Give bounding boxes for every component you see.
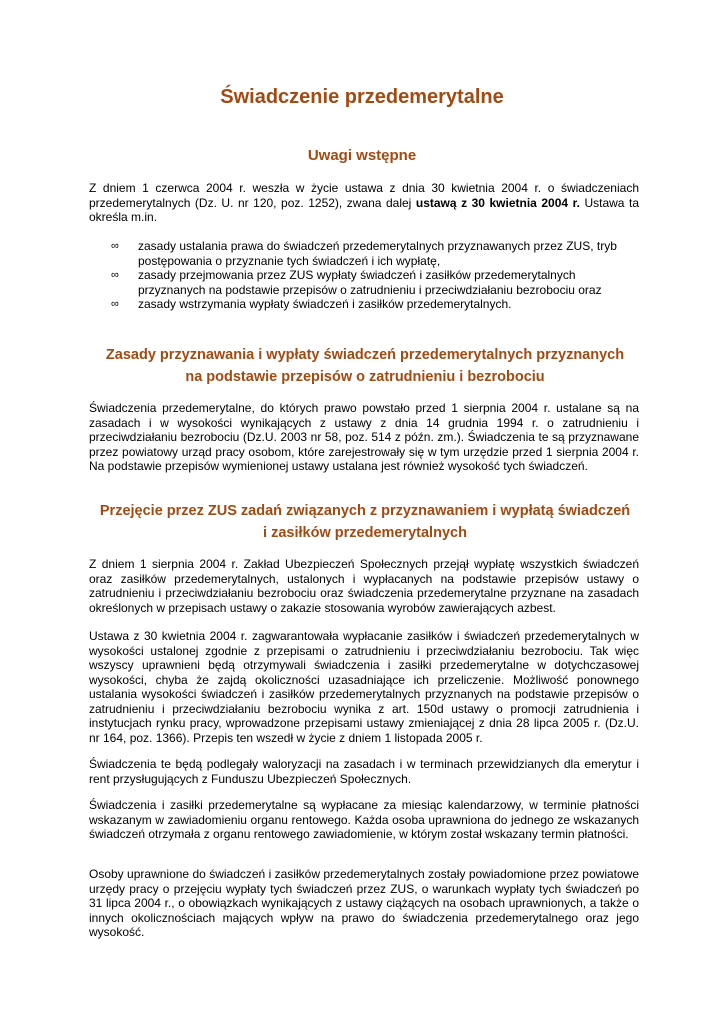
- list-item: [89, 268, 639, 297]
- heading-line: Przejęcie przez ZUS zadań związanych z przyznawaniem i wypłatą świadczeń: [99, 503, 631, 519]
- section2-paragraph: Ustawa z 30 kwietnia 2004 r. zagwarantowała wypłacanie zasiłków i świadczeń przedemerytalnych w wysokości ustalonej zgodnie z przepisami o zatrudnieniu i przeciwdziałaniu bezrobociu. Tak więc wszyscy uprawnieni będą otrzymywali świadczenia i zasiłki przedemerytalne w dotychczasowej wysokości, chyba że zajdą okoliczności uzasadniające ich przeliczenie. Możliwość ponownego ustalania wysokości świadczeń i zasiłków przedemerytalnych przyznanych na podstawie przepisów o zatrudnieniu i przeciwdziałaniu bezrobociu wynika z art. 150d ustawy o promocji zatrudnienia i instytucjach rynku pracy, wprowadzone przepisami ustawy zmieniającej z dnia 28 lipca 2005 r. (Dz.U. nr 164, poz. 1366). Przepis ten wszedł w życie z dniem 1 listopada 2005 r.: [89, 629, 639, 745]
- infinity-bullet-icon: ∞: [111, 269, 119, 281]
- infinity-bullet-icon: ∞: [111, 240, 119, 252]
- document-title: Świadczenie przedemerytalne: [220, 86, 504, 108]
- section-heading-zasady: [80, 344, 650, 388]
- section-heading-uwagi: Uwagi wstępne: [307, 147, 417, 164]
- intro-bold-text: ustawą z 30 kwietnia 2004 r.: [415, 195, 580, 210]
- section2-paragraph: Osoby uprawnione do świadczeń i zasiłków przedemerytalnych zostały powiadomione przez powiatowe urzędy pracy o przejęciu wypłaty tych świadczeń przez ZUS, o warunkach wypłaty tych świadczeń po 31 lipca 2004 r., o obowiązkach wynikających z ustawy ciążących na osobach uprawnionych, a także o innych okolicznościach mających wpływ na prawo do świadczenia przedemerytalnego oraz jego wysokość.: [89, 867, 639, 939]
- bullet-list: [89, 239, 639, 312]
- section2-paragraph: Świadczenia te będą podlegały waloryzacji na zasadach i w terminach przewidzianych dla emerytur i rent przysługujących z Funduszu Ubezpieczeń Społecznych.: [89, 757, 639, 786]
- heading-line: Zasady przyznawania i wypłaty świadczeń przedemerytalnych przyznanych: [105, 347, 625, 363]
- bullet-text: zasady ustalania prawa do świadczeń przedemerytalnych przyznawanych przez ZUS, tryb postępowania o przyznanie tych świadczeń i ich wypłatę,: [138, 239, 617, 268]
- section2-paragraph: Świadczenia i zasiłki przedemerytalne są wypłacane za miesiąc kalendarzowy, w terminie płatności wskazanym w zawiadomieniu organu rentowego. Każda osoba uprawniona do jednego ze wskazanych świadczeń otrzymała z organu rentowego zawiadomienie, w którym został wskazany termin płatności.: [89, 798, 639, 841]
- heading-line: na podstawie przepisów o zatrudnieniu i bezrobociu: [185, 369, 545, 385]
- section1-paragraph: Świadczenia przedemerytalne, do których prawo powstało przed 1 sierpnia 2004 r. ustalane są na zasadach i w wysokości wynikających z ustawy z dnia 14 grudnia 1994 r. o zatrudnieniu i przeciwdziałaniu bezrobociu (Dz.U. 2003 nr 58, poz. 514 z późn. zm.). Świadczenia te są przyznawane przez powiatowy urząd pracy osobom, które zarejestrowały się w tym urzędzie przed 1 sierpnia 2004 r. Na podstawie przepisów wymienionej ustawy ustalana jest również wysokość tych świadczeń.: [89, 401, 639, 473]
- bullet-text: zasady przejmowania przez ZUS wypłaty świadczeń i zasiłków przedemerytalnych przyznanych na podstawie przepisów o zatrudnieniu i przeciwdziałaniu bezrobociu oraz: [138, 268, 602, 297]
- intro-paragraph: [89, 181, 639, 225]
- section2-paragraph: Z dniem 1 sierpnia 2004 r. Zakład Ubezpieczeń Społecznych przejął wypłatę wszystkich świadczeń oraz zasiłków przedemerytalnych, ustalonych i wypłacanych na podstawie przepisów ustawy o zatrudnieniu i przeciwdziałaniu bezrobociu oraz świadczenia przedemerytalne przyznane na zasadach określonych w przepisach ustawy o zakazie stosowania wyrobów zawierających azbest.: [89, 557, 639, 615]
- bullet-text: zasady wstrzymania wypłaty świadczeń i zasiłków przedemerytalnych.: [138, 297, 512, 311]
- heading-line: i zasiłków przedemerytalnych: [263, 525, 467, 541]
- list-item: [89, 297, 639, 312]
- intro-text-1: Z dniem 1 czerwca 2004 r. weszła w życie ustawa z dnia 30 kwietnia 2004 r. o świadczeniach przedemerytalnych (Dz. U. nr 120, poz. 1252), zwana dalej: [89, 181, 639, 210]
- section-heading-przejecie: [80, 500, 650, 544]
- infinity-bullet-icon: ∞: [111, 298, 119, 310]
- intro-text-2: Ustawa ta określa m.in.: [89, 195, 639, 224]
- list-item: [89, 239, 639, 268]
